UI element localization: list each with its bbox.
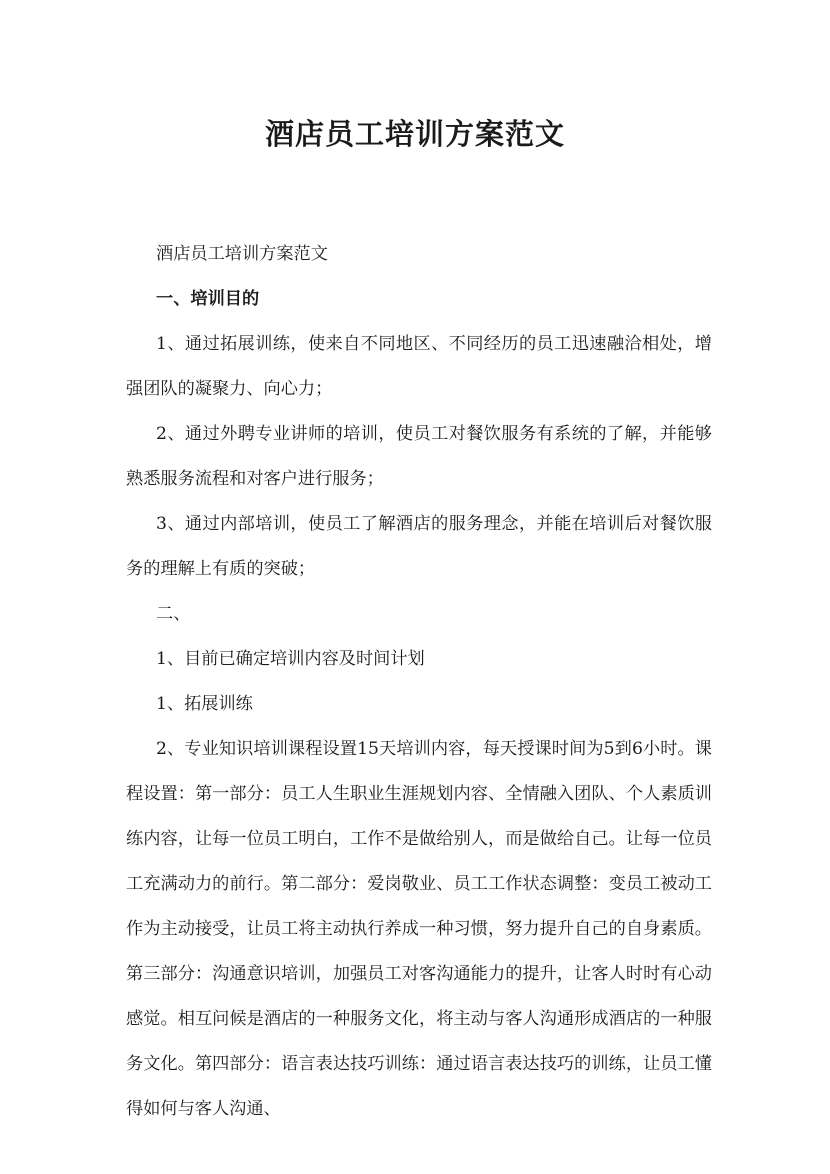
paragraph: 1、拓展训练 — [156, 694, 253, 714]
paragraph: 2、专业知识培训课程设置15天培训内容，每天授课时间为5到6小时。课程设置：第一部分：员工人生职业生涯规划内容、全情融入团队、个人素质训练内容，让每一位员工明白，工作不是做给别人，而是做给自己。让每一位员工充满动力的前行。第二部分：爱岗敬业、员工工作状态调整：变员工被动工作为主动接受，让员工将主动执行养成一种习惯，努力提升自己的自身素质。第三部分：沟通意识培训，加强员工对客沟通能力的提升，让客人时时有心动感觉。相互问候是酒店的一种服务文化，将主动与客人沟通形成酒店的一种服务文化。第四部分：语言表达技巧训练：通过语言表达技巧的训练，让员工懂得如何与客人沟通、 — [126, 739, 712, 1119]
paragraph: 1、通过拓展训练，使来自不同地区、不同经历的员工迅速融洽相处，增强团队的凝聚力、向心力； — [126, 334, 712, 399]
document-title: 酒店员工培训方案范文 — [264, 117, 565, 151]
paragraph: 二、 — [156, 604, 191, 624]
document-body — [126, 232, 712, 1132]
paragraph: 一、培训目的 — [156, 289, 260, 309]
paragraph: 酒店员工培训方案范文 — [156, 244, 328, 264]
paragraph: 3、通过内部培训，使员工了解酒店的服务理念，并能在培训后对餐饮服务的理解上有质的突破； — [126, 514, 712, 579]
paragraph: 1、目前已确定培训内容及时间计划 — [156, 649, 425, 669]
paragraph: 2、通过外聘专业讲师的培训，使员工对餐饮服务有系统的了解，并能够熟悉服务流程和对客户进行服务； — [126, 424, 712, 489]
